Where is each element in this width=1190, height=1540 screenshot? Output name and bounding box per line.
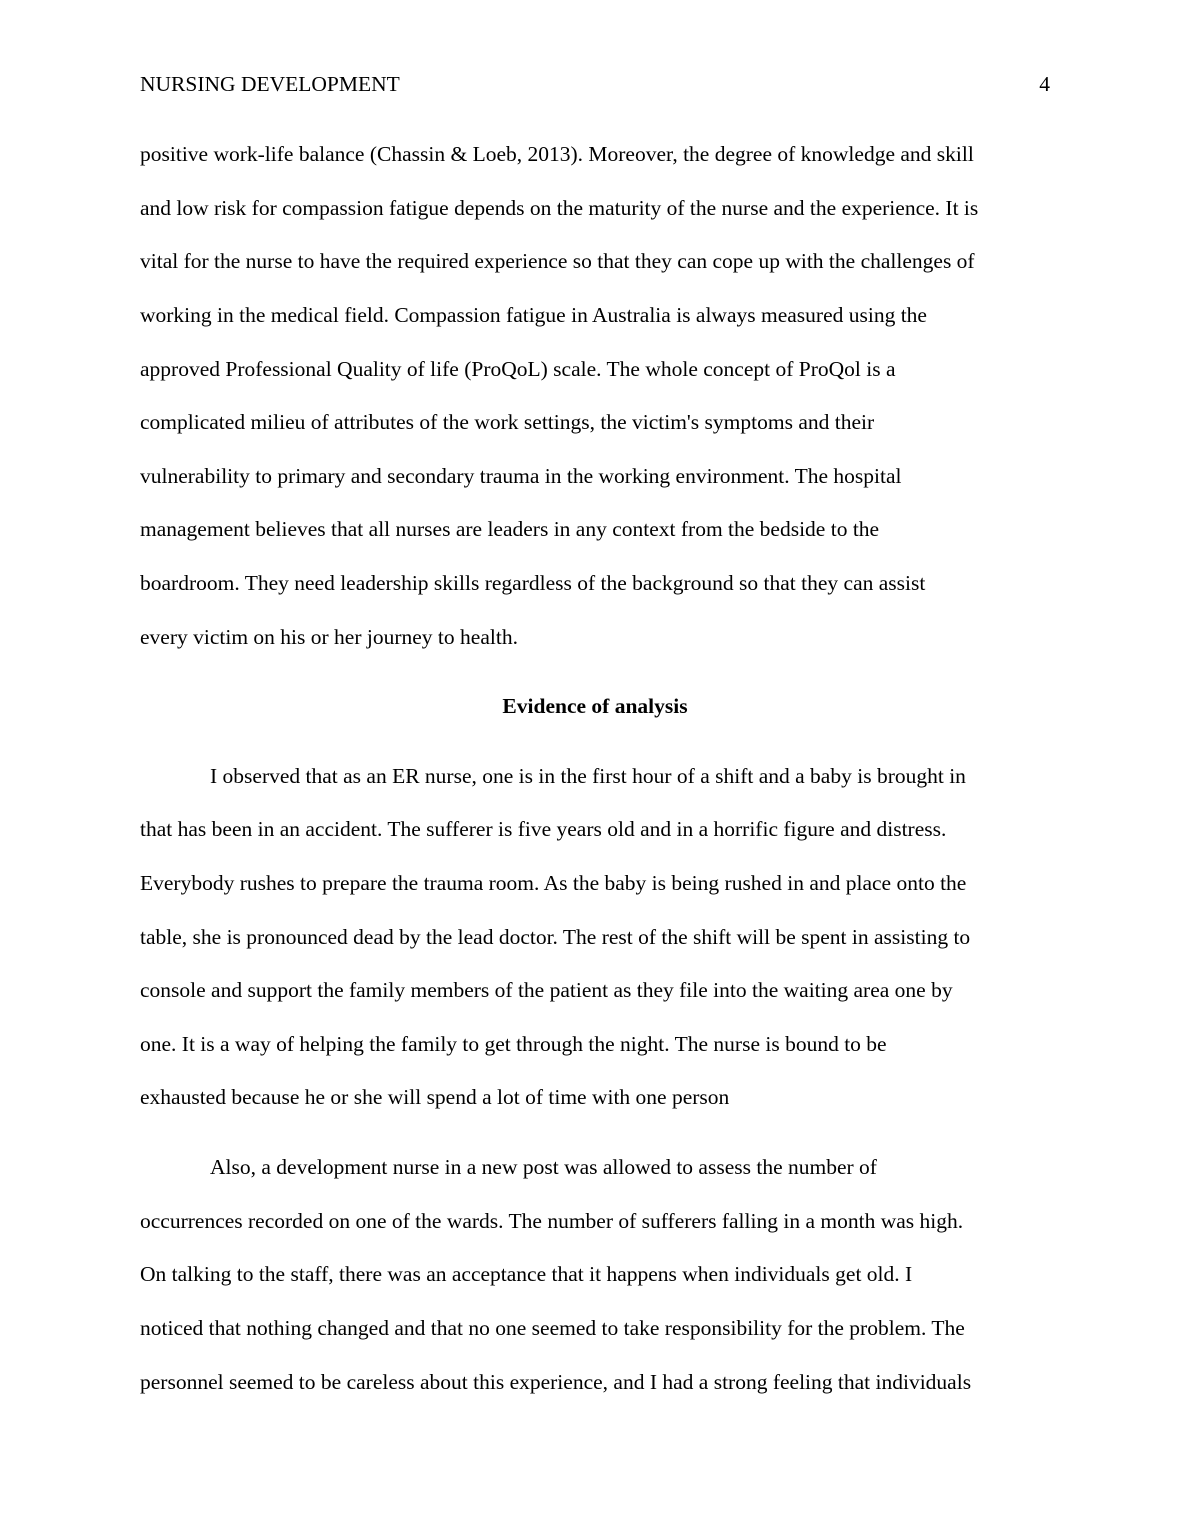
section-heading: Evidence of analysis bbox=[502, 694, 688, 718]
page-header bbox=[140, 70, 1050, 98]
paragraph-1-line: vital for the nurse to have the required experience so that they can cope up with the challenges of bbox=[140, 249, 975, 273]
paragraph-3-line: personnel seemed to be careless about this experience, and I had a strong feeling that individuals bbox=[140, 1370, 972, 1394]
paragraph-1-line: working in the medical field. Compassion fatigue in Australia is always measured using the bbox=[140, 303, 927, 327]
paragraph-1-line: vulnerability to primary and secondary trauma in the working environment. The hospital bbox=[140, 464, 902, 488]
paragraph-1-line: complicated milieu of attributes of the work settings, the victim's symptoms and their bbox=[140, 410, 875, 434]
paragraph-2-line: one. It is a way of helping the family to get through the night. The nurse is bound to be bbox=[140, 1032, 887, 1056]
paragraph-1-line: every victim on his or her journey to health. bbox=[140, 625, 518, 649]
paragraph-2-line: table, she is pronounced dead by the lead doctor. The rest of the shift will be spent in assisting to bbox=[140, 925, 971, 949]
paragraph-3-line: noticed that nothing changed and that no one seemed to take responsibility for the problem. The bbox=[140, 1316, 965, 1340]
paragraph-1-line: and low risk for compassion fatigue depends on the maturity of the nurse and the experience. It is bbox=[140, 196, 979, 220]
paragraph-2-line: exhausted because he or she will spend a lot of time with one person bbox=[140, 1085, 730, 1109]
paragraph-3-line: Also, a development nurse in a new post was allowed to assess the number of bbox=[210, 1155, 877, 1179]
paragraph-1-line: positive work-life balance (Chassin & Loeb, 2013). Moreover, the degree of knowledge and skill bbox=[140, 142, 974, 166]
page-number: 4 bbox=[1039, 72, 1050, 96]
paragraph-2-line: I observed that as an ER nurse, one is in the first hour of a shift and a baby is brought in bbox=[210, 764, 966, 788]
paragraph-3-line: occurrences recorded on one of the wards. The number of sufferers falling in a month was high. bbox=[140, 1209, 964, 1233]
paragraph-2-line: Everybody rushes to prepare the trauma room. As the baby is being rushed in and place onto the bbox=[140, 871, 967, 895]
paragraph-1-line: boardroom. They need leadership skills regardless of the background so that they can assist bbox=[140, 571, 926, 595]
paragraph-2-line: console and support the family members of the patient as they file into the waiting area one by bbox=[140, 978, 953, 1002]
paragraph-2-line: that has been in an accident. The sufferer is five years old and in a horrific figure and distress. bbox=[140, 817, 947, 841]
paragraph-1-line: management believes that all nurses are leaders in any context from the bedside to the bbox=[140, 517, 880, 541]
paragraph-1-line: approved Professional Quality of life (ProQoL) scale. The whole concept of ProQol is a bbox=[140, 357, 896, 381]
paragraph-3-line: On talking to the staff, there was an acceptance that it happens when individuals get old. I bbox=[140, 1262, 913, 1286]
running-head-title: NURSING DEVELOPMENT bbox=[140, 72, 400, 96]
